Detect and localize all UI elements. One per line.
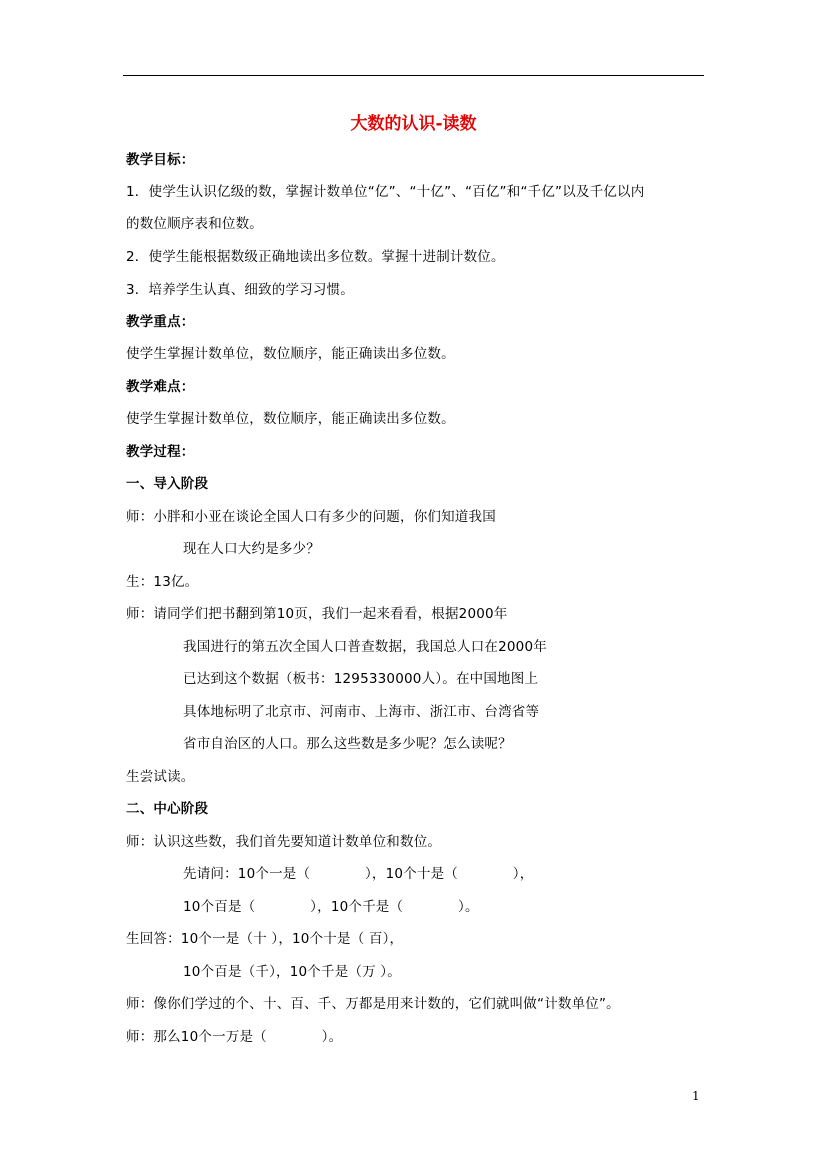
heading-key-points: 教学重点： [126, 314, 195, 330]
paragraph-line: 现在人口大约是多少？ [183, 541, 320, 557]
paragraph-line: 使学生掌握计数单位，数位顺序，能正确读出多位数。 [126, 346, 455, 362]
heading-process: 教学过程： [126, 444, 195, 460]
paragraph-line: 先请问：10个一是（ ），10个十是（ ）， [183, 866, 534, 882]
paragraph-line: 的数位顺序表和位数。 [126, 216, 263, 232]
heading-difficulties: 教学难点： [126, 379, 195, 395]
paragraph-line: 师：小胖和小亚在谈论全国人口有多少的问题，你们知道我国 [126, 509, 496, 525]
paragraph-line: 使学生掌握计数单位，数位顺序，能正确读出多位数。 [126, 411, 455, 427]
paragraph-line: 我国进行的第五次全国人口普查数据，我国总人口在2000年 [183, 639, 547, 655]
paragraph-line: 2．使学生能根据数级正确地读出多位数。掌握十进制计数位。 [126, 249, 505, 265]
paragraph-line: 师：那么10个一万是（ ）。 [126, 1029, 343, 1045]
header-rule [123, 75, 704, 76]
heading-section-1: 一、导入阶段 [126, 476, 209, 492]
paragraph-line: 省市自治区的人口。那么这些数是多少呢？怎么读呢？ [183, 736, 512, 752]
document-title: 大数的认识-读数 [350, 114, 477, 134]
paragraph-line: 生回答：10个一是（十 ），10个十是（ 百）， [126, 931, 404, 947]
heading-objectives: 教学目标： [126, 152, 195, 168]
paragraph-line: 师：像你们学过的个、十、百、千、万都是用来计数的，它们就叫做“计数单位”。 [126, 996, 620, 1012]
page-number: 1 [692, 1089, 700, 1103]
paragraph-line: 10个百是（ ），10个千是（ ）。 [183, 899, 479, 915]
paragraph-line: 生：13亿。 [126, 574, 199, 590]
paragraph-line: 师：认识这些数，我们首先要知道计数单位和数位。 [126, 834, 442, 850]
paragraph-line: 1．使学生认识亿级的数，掌握计数单位“亿”、“十亿”、“百亿”和“千亿”以及千亿以内 [126, 184, 645, 200]
paragraph-line: 已达到这个数据（板书：1295330000人）。在中国地图上 [183, 671, 539, 687]
heading-section-2: 二、中心阶段 [126, 801, 209, 817]
paragraph-line: 3．培养学生认真、细致的学习习惯。 [126, 282, 354, 298]
paragraph-line: 具体地标明了北京市、河南市、上海市、浙江市、台湾省等 [183, 704, 540, 720]
paragraph-line: 生尝试读。 [126, 769, 195, 785]
paragraph-line: 10个百是（千），10个千是（万 ）。 [183, 964, 401, 980]
paragraph-line: 师：请同学们把书翻到第10页，我们一起来看看，根据2000年 [126, 606, 508, 622]
